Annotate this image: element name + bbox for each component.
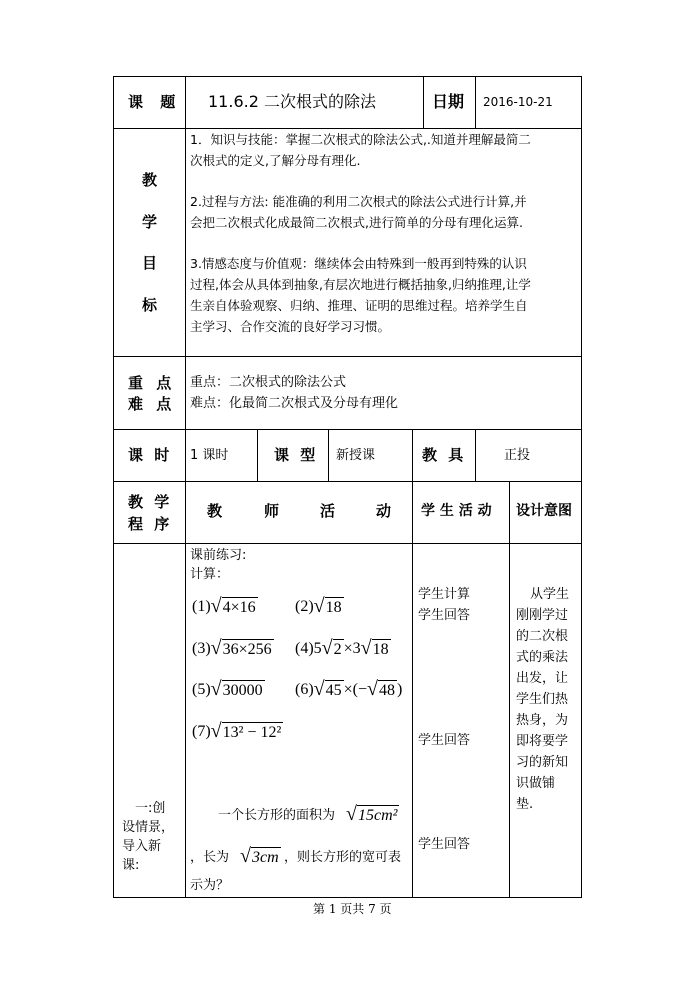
sqrt-icon: √ (367, 678, 378, 700)
intent-line: 的二次根 (516, 629, 569, 644)
process-label-line2: 程 序 (128, 515, 173, 533)
hours-label: 课 时 (128, 446, 173, 464)
student-activity: 学生计算 (418, 587, 471, 602)
problem-text-1: 一个长方形的面积为 (218, 808, 336, 823)
radicand: 15cm² (357, 807, 398, 824)
sqrt-icon: √ (321, 637, 333, 659)
type-label: 课 型 (274, 446, 319, 464)
exercise-6 (295, 679, 402, 699)
sqrt-icon: √ (210, 637, 222, 659)
objectives-label-char: 标 (142, 296, 158, 314)
objective-line: 3.情感态度与价值观：继续体会由特殊到一般再到特殊的认识 (190, 256, 527, 271)
sqrt-icon: √ (210, 720, 222, 742)
objective-line: 1．知识与技能：掌握二次根式的除法公式,.知道并理解最简二 (190, 132, 531, 147)
exercise-7 (192, 721, 283, 741)
key-point-text: 重点：二次根式的除法公式 (190, 375, 347, 390)
intent-line: 出发，让 (516, 671, 569, 686)
problem-text-4: 示为？ (190, 878, 230, 893)
sqrt-icon: √ (360, 637, 372, 659)
sqrt-icon: √ (313, 678, 325, 700)
intent-line: 垫. (516, 797, 534, 812)
problem-text-3: ，则长方形的宽可表 (284, 850, 402, 865)
teacher-header-char: 师 (264, 502, 280, 520)
objective-line: 生亲自体验观察、归纳、推理、证明的思维过程。培养学生自 (190, 298, 528, 313)
radicand: 18 (372, 641, 389, 658)
exercise-4 (295, 638, 391, 658)
sqrt-icon: √ (210, 678, 222, 700)
exercise-1 (192, 596, 258, 616)
intent-line: 习的新知 (516, 755, 569, 770)
student-activity: 学生回答 (418, 733, 471, 748)
key-point-label: 重 点 (128, 374, 176, 392)
intent-line: 热身，为 (516, 713, 569, 728)
teacher-header-char: 动 (376, 502, 392, 520)
design-intent-header: 设计意图 (516, 503, 572, 519)
student-activity: 学生回答 (418, 837, 471, 852)
type-value: 新授课 (336, 448, 376, 463)
hours-value: 1 课时 (190, 448, 229, 463)
problem-length (240, 846, 281, 866)
sqrt-icon: √ (210, 595, 222, 617)
objective-line: 2.过程与方法: 能准确的利用二次根式的除法公式进行计算,并 (190, 194, 527, 209)
topic-label: 课 题 (128, 93, 182, 111)
sqrt-icon: √ (346, 803, 357, 825)
warmup-title: 课前练习: (190, 548, 247, 563)
exercise-number: (1) (192, 598, 211, 615)
intent-line: 从学生 (530, 587, 570, 602)
exercise-number: (2) (295, 598, 314, 615)
teacher-header-char: 活 (320, 502, 336, 520)
objective-line: 主学习、合作交流的良好学习习惯。 (190, 319, 391, 334)
process-label-line1: 教 学 (128, 493, 173, 511)
tools-value: 正投 (504, 448, 531, 463)
stage-line: 一:创 (135, 801, 166, 816)
exercise-5 (192, 679, 265, 699)
sqrt-icon: √ (313, 595, 325, 617)
date-label: 日期 (432, 92, 465, 111)
radicand: 48 (379, 682, 395, 699)
coefficient: 5 (313, 640, 322, 657)
exercise-number: (4) (295, 640, 314, 657)
exercise-number: (7) (192, 723, 211, 740)
calc-label: 计算： (190, 567, 230, 582)
operator: ×3 (343, 640, 361, 657)
intent-line: 学生们热 (516, 692, 569, 707)
tools-label: 教 具 (422, 446, 467, 464)
difficulty-label: 难 点 (128, 395, 176, 413)
radicand: 36×256 (222, 641, 272, 658)
exercise-2 (295, 596, 344, 616)
date-value: 2016-10-21 (483, 95, 553, 109)
topic-title: 11.6.2 二次根式的除法 (208, 92, 376, 111)
stage-line: 导入新 (122, 839, 162, 854)
closing-paren: ) (397, 681, 403, 698)
student-activity-header: 学 生 活 动 (421, 503, 492, 519)
problem-area (346, 804, 399, 824)
objective-line: 会把二次根式化成最简二次根式,进行简单的分母有理化运算. (190, 215, 523, 230)
intent-line: 刚刚学过 (516, 608, 569, 623)
exercise-3 (192, 638, 274, 658)
radicand: 18 (325, 599, 342, 616)
objective-line: 次根式的定义,了解分母有理化. (190, 153, 361, 168)
radicand: 4×16 (222, 599, 256, 616)
objectives-label-char: 教 (142, 171, 158, 189)
radicand: 13² − 12² (222, 724, 282, 741)
radicand: 2 (333, 641, 342, 658)
teacher-header-char: 教 (207, 502, 223, 520)
intent-line: 即将要学 (516, 734, 569, 749)
problem-text-2: ，长为 (190, 850, 230, 865)
exercise-number: (6) (295, 681, 314, 698)
intent-line: 识做铺 (516, 776, 556, 791)
objectives-label-char: 学 (142, 213, 158, 231)
exercise-number: (3) (192, 640, 211, 657)
objective-line: 过程,体会从具体到抽象,有层次地进行概括抽象,归纳推理,让学 (190, 277, 531, 292)
objectives-label-char: 目 (142, 254, 158, 272)
exercise-number: (5) (192, 681, 211, 698)
student-activity: 学生回答 (418, 608, 471, 623)
radicand: 45 (325, 682, 342, 699)
radicand: 30000 (222, 682, 263, 699)
operator: ×(− (343, 681, 368, 698)
stage-line: 课: (122, 858, 140, 873)
page-footer: 第 1 页共 7 页 (313, 902, 392, 916)
radicand: 3cm (251, 849, 279, 866)
difficulty-text: 难点：化最简二次根式及分母有理化 (190, 396, 399, 411)
sqrt-icon: √ (240, 845, 251, 867)
stage-line: 设情景， (122, 820, 175, 835)
intent-line: 式的乘法 (516, 650, 569, 665)
